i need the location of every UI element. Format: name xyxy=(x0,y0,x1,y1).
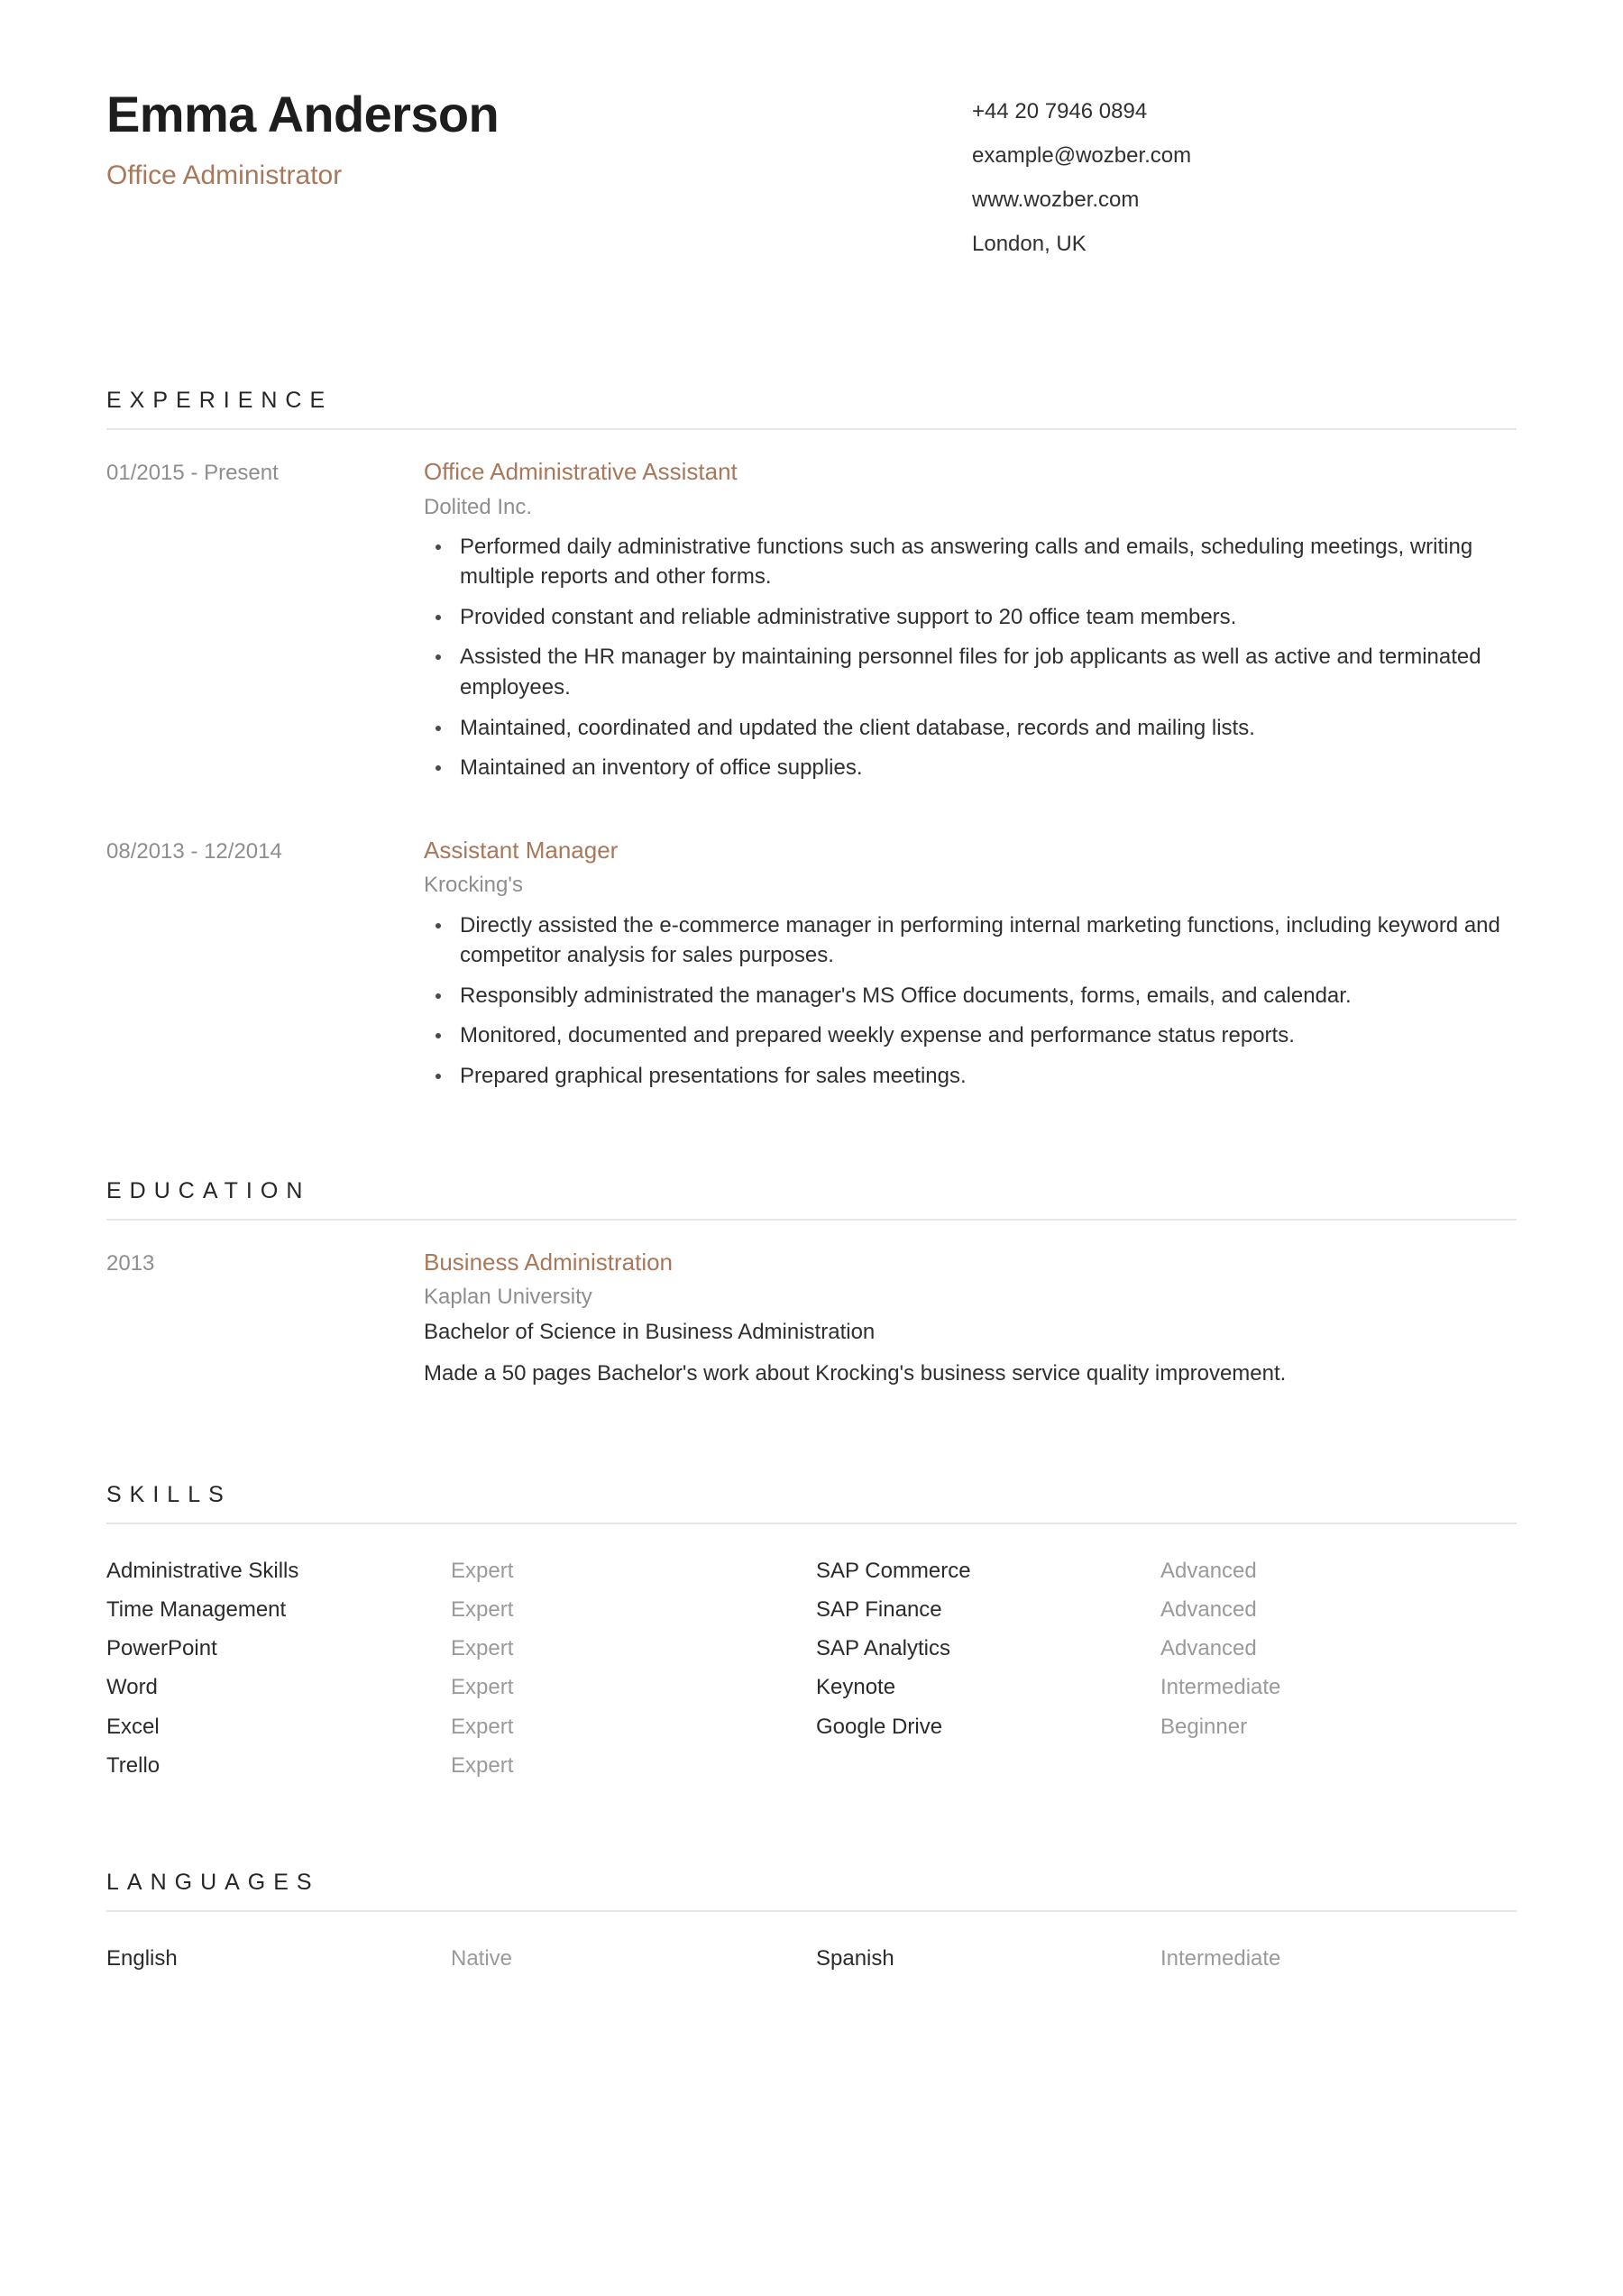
section-title-skills: SKILLS xyxy=(106,1481,232,1507)
bullet-item: Prepared graphical presentations for sales meetings. xyxy=(424,1061,1517,1092)
entry-bullets xyxy=(424,910,1517,1092)
section-languages xyxy=(106,1779,1517,1972)
section-title-education: EDUCATION xyxy=(106,1177,311,1203)
entry-title: Business Administration xyxy=(424,1248,674,1276)
entry-organization: Krocking's xyxy=(424,873,523,898)
language-level: Intermediate xyxy=(1160,1945,1281,1971)
education-entries xyxy=(106,1221,1517,1390)
section-skills xyxy=(106,1390,1517,1779)
language-name: English xyxy=(106,1945,178,1971)
entry-organization: Kaplan University xyxy=(424,1285,592,1309)
skill-name: Keynote xyxy=(816,1675,896,1700)
section-title-experience: EXPERIENCE xyxy=(106,388,334,413)
skill-row xyxy=(106,1673,1517,1701)
contact-block xyxy=(864,88,1517,255)
contact-website: www.wozber.com xyxy=(972,188,1140,212)
bullet-item: Responsibly administrated the manager's MS Office documents, forms, emails, and calendar. xyxy=(424,981,1517,1011)
skill-name: Excel xyxy=(106,1714,160,1739)
header-identity xyxy=(106,88,864,192)
skill-name: SAP Finance xyxy=(816,1596,942,1622)
entry-note: Made a 50 pages Bachelor's work about Krocking's business service quality improvement. xyxy=(424,1360,1287,1386)
skill-level: Expert xyxy=(451,1558,514,1583)
skill-name: SAP Commerce xyxy=(816,1558,971,1583)
resume-header xyxy=(106,0,1517,314)
entry-degree: Bachelor of Science in Business Administration xyxy=(424,1320,876,1345)
skill-level: Advanced xyxy=(1160,1596,1257,1622)
contact-email: example@wozber.com xyxy=(972,143,1192,168)
skill-level: Expert xyxy=(451,1596,514,1622)
bullet-item: Monitored, documented and prepared weekly expense and performance status reports. xyxy=(424,1020,1517,1051)
entry-bullets xyxy=(424,532,1517,783)
entry-body xyxy=(424,1248,1517,1390)
section-experience xyxy=(106,314,1517,1092)
bullet-item: Directly assisted the e-commerce manager in performing internal marketing functions, including keyword and competitor analysis for sales purposes. xyxy=(424,910,1517,971)
skill-level: Intermediate xyxy=(1160,1675,1281,1700)
entry-organization: Dolited Inc. xyxy=(424,494,533,519)
entry-date: 08/2013 - 12/2014 xyxy=(106,838,282,864)
skill-row xyxy=(106,1557,1517,1585)
entry-date: 01/2015 - Present xyxy=(106,461,279,485)
language-level: Native xyxy=(451,1945,513,1971)
skill-name: Google Drive xyxy=(816,1714,943,1739)
bullet-item: Performed daily administrative functions such as answering calls and emails, scheduling meetings, writing multiple reports and other forms. xyxy=(424,532,1517,592)
skill-level: Expert xyxy=(451,1714,514,1739)
education-entry xyxy=(106,1248,1517,1390)
entry-date: 2013 xyxy=(106,1250,155,1276)
contact-location: London, UK xyxy=(972,232,1087,256)
skill-name: Word xyxy=(106,1675,158,1700)
skill-name: SAP Analytics xyxy=(816,1636,950,1661)
language-row xyxy=(106,1944,1517,1972)
language-name: Spanish xyxy=(816,1945,894,1971)
skill-level: Expert xyxy=(451,1752,514,1778)
bullet-item: Maintained an inventory of office supplies. xyxy=(424,753,1517,783)
skill-level: Advanced xyxy=(1160,1558,1257,1583)
skill-name: Time Management xyxy=(106,1596,287,1622)
skill-level: Advanced xyxy=(1160,1636,1257,1661)
skill-name: Trello xyxy=(106,1752,160,1778)
skill-name: Administrative Skills xyxy=(106,1558,299,1583)
skill-level: Beginner xyxy=(1160,1714,1248,1739)
contact-phone: +44 20 7946 0894 xyxy=(972,99,1148,123)
skill-level: Expert xyxy=(451,1636,514,1661)
entry-body xyxy=(424,836,1517,1092)
bullet-item: Assisted the HR manager by maintaining personnel files for job applicants as well as active and terminated employees. xyxy=(424,642,1517,702)
entry-body xyxy=(424,457,1517,783)
bullet-item: Provided constant and reliable administrative support to 20 office team members. xyxy=(424,602,1517,633)
full-name: Emma Anderson xyxy=(106,86,500,142)
languages-grid xyxy=(106,1912,1517,1972)
skills-grid xyxy=(106,1524,1517,1779)
section-title-languages: LANGUAGES xyxy=(106,1869,320,1895)
experience-entry xyxy=(106,836,1517,1092)
entry-title: Assistant Manager xyxy=(424,836,619,864)
experience-entry xyxy=(106,457,1517,783)
entry-title: Office Administrative Assistant xyxy=(424,458,738,485)
job-title: Office Administrator xyxy=(106,160,343,190)
skill-row xyxy=(106,1752,1517,1779)
skill-row xyxy=(106,1596,1517,1624)
skill-name: PowerPoint xyxy=(106,1636,217,1661)
experience-entries xyxy=(106,430,1517,1092)
skill-row xyxy=(106,1713,1517,1741)
skill-level: Expert xyxy=(451,1675,514,1700)
skill-row xyxy=(106,1634,1517,1662)
section-education xyxy=(106,1092,1517,1390)
bullet-item: Maintained, coordinated and updated the client database, records and mailing lists. xyxy=(424,713,1517,744)
